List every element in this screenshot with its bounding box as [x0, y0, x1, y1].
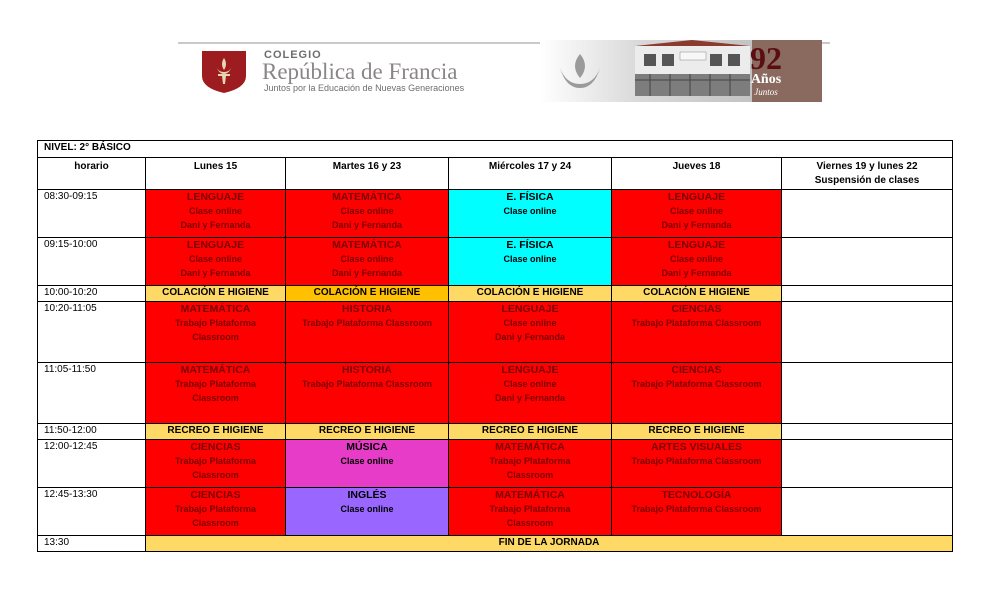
anniversary-number: 92: [750, 40, 782, 76]
schedule-row: [38, 363, 953, 424]
class-cell: [146, 302, 286, 363]
time-cell: 10:00-10:20: [38, 286, 146, 302]
class-detail: Clase online: [669, 206, 723, 216]
empty-cell: [782, 424, 953, 440]
school-name: República de Francia: [262, 59, 458, 84]
class-cell: [449, 190, 612, 238]
break-cell: COLACIÓN E HIGIENE: [449, 286, 612, 302]
class-cell: [146, 190, 286, 238]
school-banner: [178, 40, 830, 102]
subject-label: INGLÉS: [347, 489, 387, 501]
teacher-names: Dani y Fernanda: [661, 268, 732, 278]
time-cell: 11:50-12:00: [38, 424, 146, 440]
subject-label: LENGUAJE: [501, 364, 559, 376]
time-cell: 11:05-11:50: [38, 363, 146, 424]
class-cell: [286, 190, 449, 238]
school-motto: Juntos por la Educación de Nuevas Generaciones: [264, 83, 465, 93]
class-detail: Trabajo Plataforma Classroom: [631, 504, 762, 514]
class-detail: Clase online: [503, 318, 557, 328]
time-cell: 08:30-09:15: [38, 190, 146, 238]
class-detail: Trabajo Plataforma Classroom: [631, 379, 762, 389]
schedule-row: [38, 440, 953, 488]
break-cell: COLACIÓN E HIGIENE: [146, 286, 286, 302]
subject-label: LENGUAJE: [186, 239, 245, 251]
class-cell: [449, 488, 612, 536]
class-detail: Clase online: [188, 254, 242, 264]
break-cell: RECREO E HIGIENE: [286, 424, 449, 440]
class-detail: Trabajo Plataforma: [174, 456, 257, 466]
subject-label: MATEMÁTICA: [180, 303, 251, 315]
subject-label: CIENCIAS: [190, 441, 241, 453]
class-detail: Clase online: [669, 254, 723, 264]
class-detail: Trabajo Plataforma Classroom: [301, 379, 433, 389]
subject-label: HISTORIA: [342, 303, 392, 315]
subject-label: MATEMÁTICA: [332, 191, 402, 203]
empty-cell: [782, 190, 953, 238]
teacher-names: Dani y Fernanda: [661, 220, 732, 230]
class-cell: [612, 238, 782, 286]
class-cell: [612, 363, 782, 424]
time-cell: 10:20-11:05: [38, 302, 146, 363]
teacher-names: Dani y Fernanda: [180, 220, 251, 230]
teacher-names: Dani y Fernanda: [494, 332, 566, 342]
empty-cell: [782, 302, 953, 363]
class-cell: [146, 488, 286, 536]
class-cell: [449, 363, 612, 424]
class-detail: Clase online: [340, 456, 394, 466]
subject-label: LENGUAJE: [667, 191, 726, 203]
class-detail: Clase online: [340, 504, 394, 514]
break-cell: RECREO E HIGIENE: [146, 424, 286, 440]
subject-label: CIENCIAS: [190, 489, 241, 501]
teacher-names: Dani y Fernanda: [494, 393, 566, 403]
subject-label: E. FÍSICA: [506, 191, 554, 203]
class-detail: Clase online: [503, 206, 557, 216]
class-detail: Trabajo Plataforma Classroom: [631, 318, 762, 328]
subject-label: CIENCIAS: [671, 364, 722, 376]
class-detail: Trabajo Plataforma: [174, 379, 257, 389]
class-cell: [286, 238, 449, 286]
time-cell: 13:30: [38, 536, 146, 552]
class-detail: Clase online: [188, 206, 242, 216]
class-cell: [286, 440, 449, 488]
time-cell: 12:00-12:45: [38, 440, 146, 488]
schedule-row: [38, 190, 953, 238]
teacher-names: Dani y Fernanda: [180, 268, 251, 278]
schedule-row: [38, 238, 953, 286]
end-of-day-cell: FIN DE LA JORNADA: [146, 536, 953, 552]
class-cell: [146, 363, 286, 424]
break-cell: COLACIÓN E HIGIENE: [286, 286, 449, 302]
schedule-row: [38, 488, 953, 536]
subject-label: HISTORIA: [342, 364, 392, 376]
class-cell: [449, 302, 612, 363]
class-cell: [286, 488, 449, 536]
class-cell: [449, 440, 612, 488]
header-miercoles: Miércoles 17 y 24: [449, 158, 612, 190]
header-row: [38, 158, 953, 190]
header-martes: Martes 16 y 23: [286, 158, 449, 190]
class-schedule-table: [37, 140, 953, 552]
break-cell: RECREO E HIGIENE: [612, 424, 782, 440]
time-cell: 09:15-10:00: [38, 238, 146, 286]
anniversary-badge: [726, 40, 806, 97]
class-detail: Classroom: [192, 332, 239, 342]
class-detail: Trabajo Plataforma: [174, 504, 257, 514]
empty-cell: [782, 363, 953, 424]
class-detail: Trabajo Plataforma Classroom: [631, 456, 762, 466]
level-label: NIVEL: 2° BÁSICO: [38, 141, 953, 158]
empty-cell: [782, 238, 953, 286]
class-cell: [612, 190, 782, 238]
class-detail: Clase online: [503, 254, 557, 264]
header-viernes-note: Suspensión de clases: [814, 175, 920, 186]
subject-label: MATEMÁTICA: [495, 489, 565, 501]
class-detail: Classroom: [506, 518, 554, 528]
school-label: COLEGIO: [264, 49, 322, 61]
teacher-names: Dani y Fernanda: [331, 268, 403, 278]
subject-label: MATEMÁTICA: [332, 239, 402, 251]
class-detail: Classroom: [192, 393, 239, 403]
class-cell: [612, 440, 782, 488]
empty-cell: [782, 286, 953, 302]
class-detail: Trabajo Plataforma: [174, 318, 257, 328]
break-cell: RECREO E HIGIENE: [449, 424, 612, 440]
class-cell: [612, 488, 782, 536]
subject-label: ARTES VISUALES: [650, 441, 742, 453]
subject-label: LENGUAJE: [501, 303, 559, 315]
level-row: [38, 141, 953, 158]
class-cell: [286, 302, 449, 363]
class-detail: Clase online: [340, 254, 394, 264]
class-detail: Classroom: [506, 470, 554, 480]
header-lunes: Lunes 15: [146, 158, 286, 190]
subject-label: LENGUAJE: [186, 191, 245, 203]
class-detail: Clase online: [503, 379, 557, 389]
class-detail: Trabajo Plataforma Classroom: [301, 318, 433, 328]
subject-label: CIENCIAS: [671, 303, 722, 315]
school-crest-logo: [198, 48, 250, 94]
header-viernes-days: Viernes 19 y lunes 22: [816, 161, 918, 172]
empty-cell: [782, 488, 953, 536]
subject-label: MÚSICA: [346, 441, 388, 453]
end-row: [38, 536, 953, 552]
class-cell: [146, 238, 286, 286]
anniversary-word: Años: [750, 72, 782, 87]
class-detail: Classroom: [192, 518, 239, 528]
class-detail: Trabajo Plataforma: [489, 504, 571, 514]
class-cell: [449, 238, 612, 286]
teacher-names: Dani y Fernanda: [331, 220, 403, 230]
break-cell: COLACIÓN E HIGIENE: [612, 286, 782, 302]
class-detail: Classroom: [192, 470, 239, 480]
class-detail: Clase online: [340, 206, 394, 216]
class-cell: [146, 440, 286, 488]
header-jueves: Jueves 18: [612, 158, 782, 190]
subject-label: E. FÍSICA: [506, 239, 554, 251]
subject-label: TECNOLOGÍA: [661, 489, 732, 501]
subject-label: MATEMÁTICA: [180, 364, 251, 376]
schedule-row: [38, 302, 953, 363]
empty-cell: [782, 440, 953, 488]
anniversary-subtitle: Juntos: [754, 87, 778, 97]
subject-label: MATEMÁTICA: [495, 441, 565, 453]
time-cell: 12:45-13:30: [38, 488, 146, 536]
class-cell: [612, 302, 782, 363]
subject-label: LENGUAJE: [667, 239, 726, 251]
break-row: [38, 286, 953, 302]
header-horario: horario: [38, 158, 146, 190]
class-cell: [286, 363, 449, 424]
class-detail: Trabajo Plataforma: [489, 456, 571, 466]
break-row: [38, 424, 953, 440]
header-viernes: [782, 158, 953, 190]
